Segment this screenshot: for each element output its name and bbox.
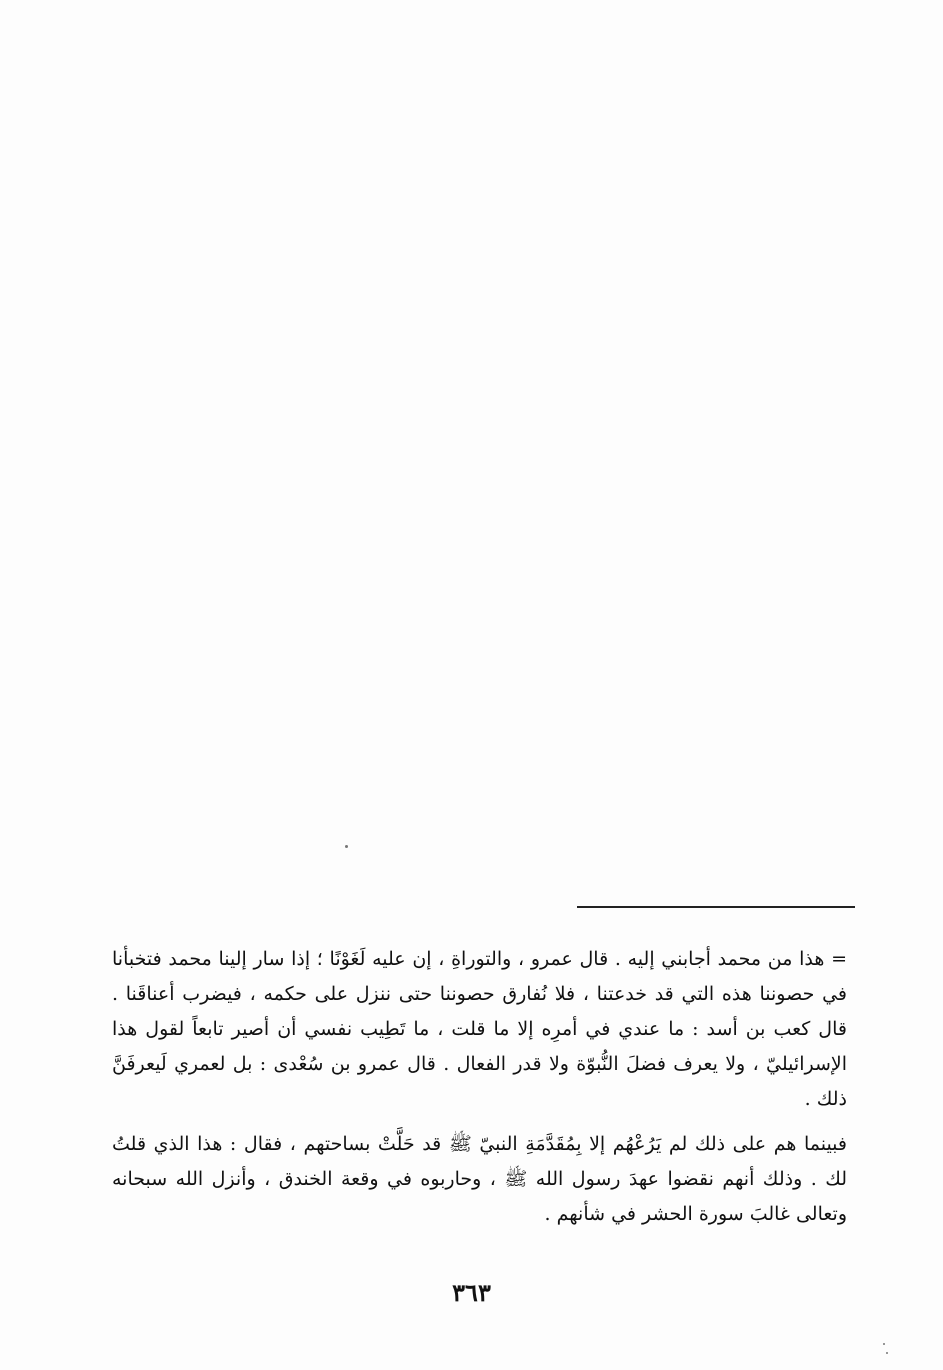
- footnote-separator-rule: [577, 906, 855, 908]
- scan-speck: [886, 1352, 888, 1354]
- scan-speck: [345, 845, 348, 848]
- footnote-paragraph-2: فبينما هم على ذلك لم يَرُعْهُم إلا بِمُقَدَّمَةِ النبيّ ﷺ قد حَلَّتْ بساحتهم ، فقال : هذا الذي قلتُ لك . وذلك أنهم نقضوا عهدَ رسول الله ﷺ ، وحاربوه في وقعة الخندق ، وأنزل الله سبحانه وتعالى غالبَ سورة الحشر في شأنهم .: [112, 1133, 848, 1225]
- page-number: ٣٦٣: [452, 1278, 491, 1307]
- footnote-block: [112, 942, 847, 1232]
- scan-speck: [883, 1343, 885, 1345]
- footnote-paragraph-1: = هذا من محمد أجابني إليه . قال عمرو ، والتوراةِ ، إن عليه لَغَوْنًا ؛ إذا سار إلينا محمد فتخبأنا في حصوننا هذه التي قد خدعتنا ، فلا نُفارق حصوننا حتى ننزل على حكمه ، فيضرب أعناقَنا . قال كعب بن أسد : ما عندي في أمرِه إلا ما قلت ، ما تَطِيب نفسي أن أصير تابعاً لقول هذا الإسرائيليّ ، ولا يعرف فضلَ النُّبوّة ولا قدر الفعال . قال عمرو بن سُعْدى : بل لعمري لَيعرفَنَّ ذلك .: [112, 948, 847, 1110]
